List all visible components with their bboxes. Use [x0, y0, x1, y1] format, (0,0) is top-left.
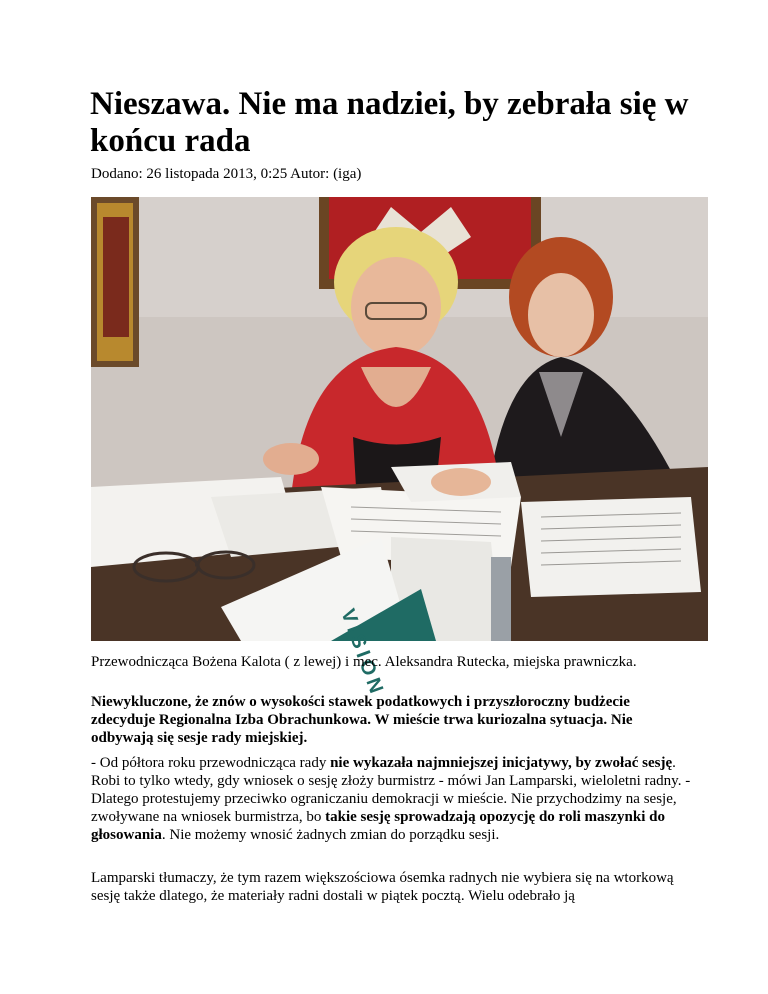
article-lead: Niewykluczone, że znów o wysokości stawek podatkowych i przyszłoroczny budżecie zdecyduje Regionalna Izba Obrachunkowa. W mieście trwa kuriozalna sytuacja. Nie odbywają się sesje rady miejskiej.: [91, 694, 633, 746]
paragraph-text: . Robi to tylko wtedy, gdy wniosek o sesję złoży burmistrz - mówi Jan Lamparski, wieloletni radny. - Dlatego protestujemy przeciwko ograniczaniu demokracji w mieście. Nie przychodzimy na sesje, zwoływane na wniosek burmistrza, bo: [91, 755, 691, 825]
article-paragraph: Lamparski tłumaczy, że tym razem większościowa ósemka radnych nie wybiera się na wtorkową sesję także dlatego, że materiały radni dostali w piątek pocztą. Wielu odebrało ją: [91, 870, 674, 904]
paragraph-text: . Nie możemy wnosić żadnych zmian do porządku sesji.: [161, 827, 500, 843]
article-paragraph: [91, 754, 695, 844]
paragraph-emphasis: takie sesję sprowadzają opozycję do roli maszynki do głosowania: [91, 809, 665, 843]
article-meta: Dodano: 26 listopada 2013, 0:25 Autor: (iga): [91, 166, 362, 182]
article-title: Nieszawa. Nie ma nadziei, by zebrała się w końcu rada: [90, 86, 689, 159]
photo-caption: Przewodnicząca Bożena Kalota ( z lewej) i mec. Aleksandra Rutecka, miejska prawniczka.: [91, 654, 637, 670]
paragraph-emphasis: nie wykazała najmniejszej inicjatywy, by zwołać sesję: [330, 755, 673, 771]
paragraph-text: - Od półtora roku przewodnicząca rady: [91, 755, 331, 771]
sign-text: VISION: [336, 606, 389, 700]
